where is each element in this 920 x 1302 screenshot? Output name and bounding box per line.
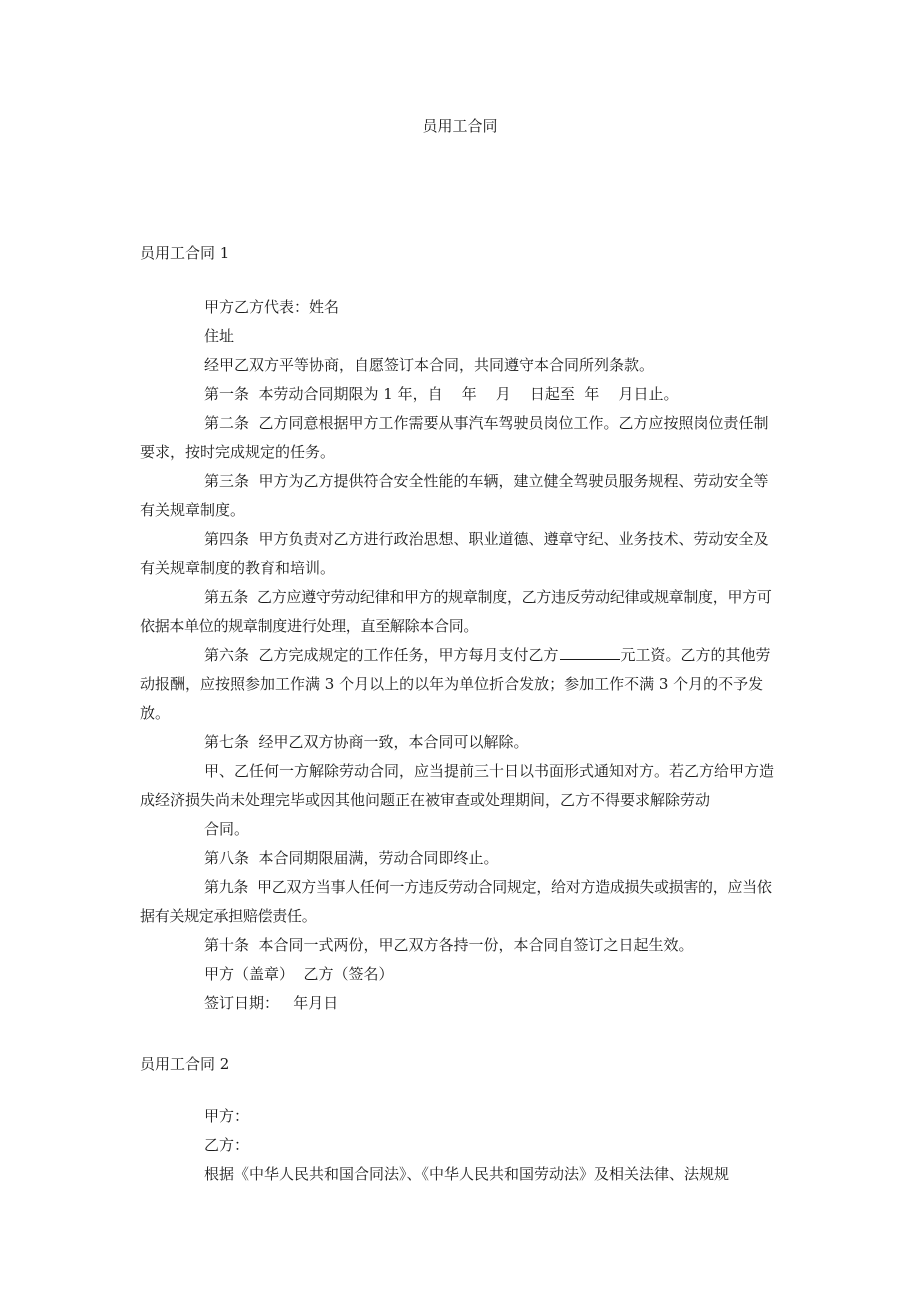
party-b-line: 乙方： xyxy=(204,1136,250,1154)
termination-notice: 甲、乙任何一方解除劳动合同，应当提前三十日以书面形式通知对方。若乙方给甲方造成经济损失尚未处理完毕或因其他问题正在被审查或处理期间，乙方不得要求解除劳动 xyxy=(140,762,775,809)
address-line: 住址 xyxy=(204,327,235,345)
clause-10: 第十条 本合同一式两份，甲乙双方各持一份，本合同自签订之日起生效。 xyxy=(204,936,694,954)
clause-1: 第一条 本劳动合同期限为 1 年，自 年 月 日起至 年 月日止。 xyxy=(204,385,679,403)
clause-3: 第三条 甲方为乙方提供符合安全性能的车辆，建立健全驾驶员服务规程、劳动安全等有关规章制度。 xyxy=(140,472,769,519)
clause-4: 第四条 甲方负责对乙方进行政治思想、职业道德、遵章守纪、业务技术、劳动安全及有关规章制度的教育和培训。 xyxy=(140,530,769,577)
party-a-line: 甲方： xyxy=(204,1107,250,1125)
clause-6-text-before: 第六条 乙方完成规定的工作任务，甲方每月支付乙方 xyxy=(204,646,559,664)
clause-5: 第五条 乙方应遵守劳动纪律和甲方的规章制度，乙方违反劳动纪律或规章制度，甲方可依据本单位的规章制度进行处理，直至解除本合同。 xyxy=(140,588,772,635)
contract-2-heading: 员用工合同 2 xyxy=(140,1055,230,1073)
contract-1-heading: 员用工合同 1 xyxy=(140,244,230,262)
document-title: 员用工合同 xyxy=(422,117,498,135)
signature-line: 甲方（盖章） 乙方（签名） xyxy=(204,965,394,983)
termination-notice-continuation: 合同。 xyxy=(204,820,250,838)
clause-9: 第九条 甲乙双方当事人任何一方违反劳动合同规定，给对方造成损失或损害的，应当依据有关规定承担赔偿责任。 xyxy=(140,878,772,925)
clause-8: 第八条 本合同期限届满，劳动合同即终止。 xyxy=(204,849,499,867)
clause-2: 第二条 乙方同意根据甲方工作需要从事汽车驾驶员岗位工作。乙方应按照岗位责任制要求，按时完成规定的任务。 xyxy=(140,414,769,461)
party-representative-line: 甲方乙方代表：姓名 xyxy=(204,298,340,316)
contract-2-body xyxy=(140,1102,782,1189)
contract-1-body xyxy=(140,293,782,1018)
clause-6 xyxy=(140,641,782,728)
clause-7: 第七条 经甲乙双方协商一致，本合同可以解除。 xyxy=(204,733,529,751)
salary-blank xyxy=(560,643,620,660)
legal-basis-line: 根据《中华人民共和国合同法》、《中华人民共和国劳动法》及相关法律、法规规 xyxy=(204,1165,730,1183)
preamble: 经甲乙双方平等协商，自愿签订本合同，共同遵守本合同所列条款。 xyxy=(204,356,655,374)
clause-6-text-after: 元工资。乙方的其他劳动报酬，应按照参加工作满 3 个月以上的以年为单位折合发放；参加工作不满 3 个月的不予发放。 xyxy=(140,646,771,722)
signing-date: 签订日期： 年月日 xyxy=(204,994,339,1012)
